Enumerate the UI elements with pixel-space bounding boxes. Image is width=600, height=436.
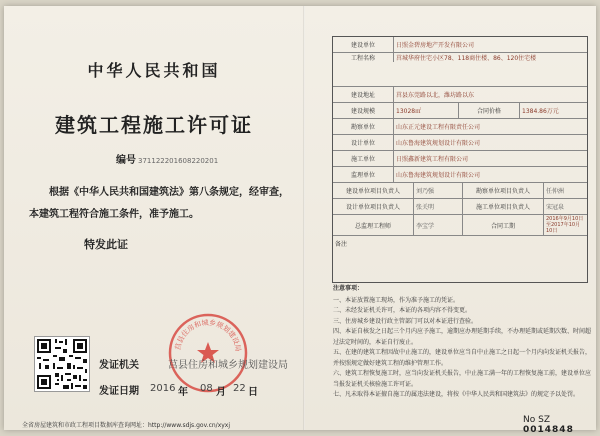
table-row — [333, 167, 587, 183]
row-value: 莒城华府住宅小区78、118商住楼、86、120住宅楼 — [396, 55, 537, 62]
table-row — [333, 119, 587, 135]
row-value-2: 2016年9月10日至2017年10月10日 — [546, 216, 584, 234]
issue-date-label: 发证日期 — [99, 386, 139, 397]
row-value: 刘乃强 — [414, 183, 463, 198]
year-unit: 年 — [178, 387, 188, 398]
table-row — [333, 236, 587, 282]
attention-item: 四、本证自核发之日起三个月内应予施工，逾期应办理延期手续，不办理延期或延期次数、时间超过法定时间的，本证自行废止。 — [333, 328, 592, 346]
row-label-2: 施工单位项目负责人 — [463, 199, 544, 214]
row-label: 勘察单位 — [333, 119, 394, 134]
row-value: 张关明 — [414, 199, 463, 214]
right-page — [305, 6, 596, 435]
row-value: 山东正元建设工程有限责任公司 — [396, 124, 481, 131]
serial-prefix: No SZ — [523, 415, 550, 425]
serial-value: 0014848 — [523, 425, 574, 435]
issue-day: 22 — [233, 383, 246, 394]
row-value: 日照金碧房地产开发有限公司 — [396, 42, 475, 49]
row-value: 13028㎡ — [394, 103, 459, 118]
certificate-body — [29, 182, 289, 226]
body-line-2: 本建筑工程符合施工条件，准予施工。 — [29, 209, 199, 220]
row-label: 设计单位项目负责人 — [333, 199, 414, 214]
notes-label: 备注 — [335, 241, 348, 248]
issue-month: 08 — [200, 383, 213, 394]
official-seal — [167, 312, 249, 394]
row-label: 建设单位项目负责人 — [333, 183, 414, 198]
row-label: 总监理工程师 — [333, 215, 414, 235]
issue-year: 2016 — [150, 383, 176, 394]
table-row — [333, 199, 587, 215]
row-value: 莒县东莞路以北，潍坊路以东 — [396, 92, 475, 99]
table-row — [333, 183, 587, 199]
attention-item: 五、在建的建筑工程因故中止施工的，建设单位应当自中止施工之日起一个月内向发证机关报告，并按照规定做好建筑工程的维护管理工作。 — [333, 349, 592, 367]
row-label: 施工单位 — [333, 151, 394, 166]
attention-item: 二、未经发证机关许可，本证的各项内容不得变更。 — [333, 307, 472, 314]
row-label-2: 合同工期 — [463, 215, 544, 235]
row-value: 山东鲁海建筑规划设计有限公司 — [396, 172, 481, 179]
row-value: 日照鑫新建筑工程有限公司 — [396, 156, 469, 163]
attention-section — [333, 284, 595, 401]
row-value: 李宝学 — [414, 215, 463, 235]
country-name: 中华人民共和国 — [87, 61, 221, 80]
serial-number — [523, 415, 596, 435]
row-label: 监理单位 — [333, 167, 394, 182]
query-url-footer: 全省房屋建筑和市政工程项目数据库查询网址：http://www.sdjs.gov.cn/xyxj — [22, 422, 231, 429]
row-label: 建设单位 — [333, 37, 394, 52]
number-value: 371122201608220201 — [138, 157, 219, 165]
number-label: 编号 — [116, 155, 136, 166]
table-row — [333, 135, 587, 151]
left-page — [4, 6, 304, 430]
issuer-label: 发证机关 — [99, 360, 139, 371]
attention-item: 一、本证放置施工现场，作为准予施工的凭证。 — [333, 296, 460, 304]
row-label-2: 合同价格 — [459, 103, 520, 118]
row-value-2: 宋冠泉 — [546, 204, 565, 211]
attention-item: 七、凡未取得本证擅自施工的属违法建设，将按《中华人民共和国建筑法》的规定予以处罚。 — [333, 391, 580, 398]
special-issue-text: 特发此证 — [84, 238, 128, 251]
table-row — [333, 151, 587, 167]
project-info-table — [332, 36, 588, 283]
row-label: 设计单位 — [333, 135, 394, 150]
table-row — [333, 215, 587, 236]
issuer-value: 莒县住房和城乡规划建设局 — [168, 360, 288, 371]
certificate-number — [116, 151, 218, 166]
day-unit: 日 — [248, 387, 258, 398]
row-label: 工程名称 — [333, 53, 394, 62]
qr-code[interactable] — [34, 336, 90, 392]
attention-item: 三、住房城乡建设行政主管部门可以对本证进行查验。 — [333, 317, 478, 325]
row-label: 建设规模 — [333, 103, 394, 118]
row-value-2: 任仲洲 — [546, 188, 565, 195]
certificate-title: 建筑工程施工许可证 — [55, 113, 253, 137]
attention-title: 注意事项： — [333, 285, 364, 292]
svg-text:莒县住房和城乡规划建设局: 莒县住房和城乡规划建设局 — [174, 318, 243, 353]
row-label-2: 勘察单位项目负责人 — [463, 183, 544, 198]
table-row — [333, 103, 587, 119]
month-unit: 月 — [216, 387, 226, 398]
table-row — [333, 87, 587, 103]
row-label: 建设地址 — [333, 87, 394, 102]
table-row — [333, 37, 587, 53]
table-row — [333, 53, 587, 87]
row-value: 山东鲁海建筑规划设计有限公司 — [396, 140, 481, 147]
body-line-1: 根据《中华人民共和国建筑法》第八条规定，经审查， — [49, 187, 289, 198]
attention-item: 六、建筑工程恢复施工时，应当向发证机关报告，中止施工满一年的工程恢复施工前，建设单位应当报发证机关核验施工许可证。 — [333, 370, 592, 388]
row-value-2: 1384.86万元 — [522, 108, 559, 115]
